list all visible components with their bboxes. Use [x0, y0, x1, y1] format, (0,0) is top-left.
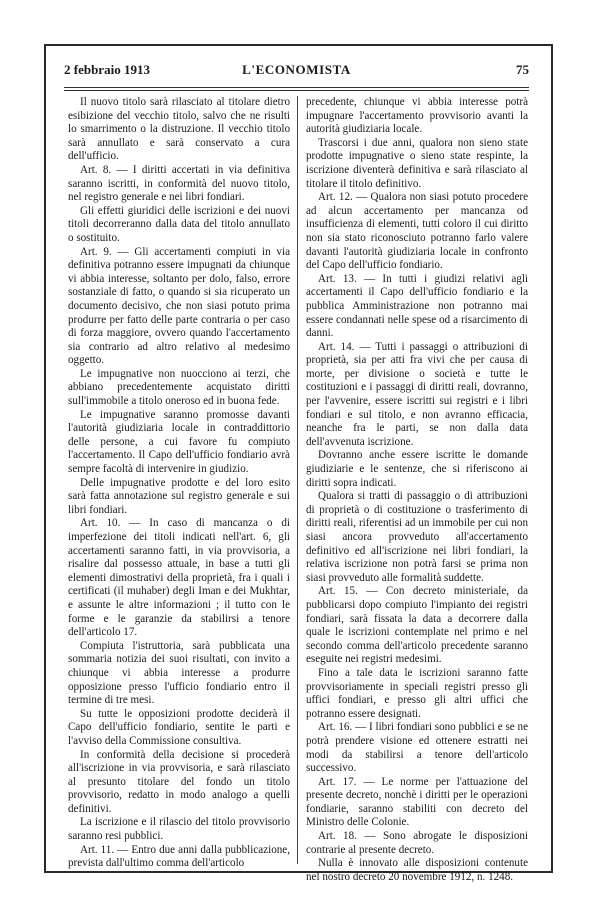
paragraph: Art. 16. — I libri fondiari sono pubblici e se ne potrà prendere visione ed ottenere estratti nei modi da stabilirsi a tenore dell'articolo successivo.	[306, 721, 528, 775]
paragraph: Compiuta l'istruttoria, sarà pubblicata una sommaria notizia dei suoi risultati, con invito a chiunque vi abbia interesse a produrre opposizione presso l'ufficio fondiario entro il termine di tre mesi.	[68, 639, 290, 707]
paragraph: Art. 18. — Sono abrogate le disposizioni contrarie al presente decreto.	[306, 830, 528, 856]
left-column	[68, 96, 290, 870]
paragraph: Gli effetti giuridici delle iscrizioni e dei nuovi titoli decorreranno dalla data del titolo annullato o sostituito.	[68, 204, 290, 244]
paragraph: Qualora si tratti di passaggio o di attribuzioni di proprietà o di costituzione o trasferimento di diritti reali, riferentisi ad un immobile per cui non siasi ancora provveduto all'accertamento definitivo ed all'iscrizione nei libri fondiari, la relativa iscrizione non potrà farsi se prima non siasi provveduto alle formalità suddette.	[306, 490, 528, 584]
right-column	[306, 96, 528, 883]
paragraph: Il nuovo titolo sarà rilasciato al titolare dietro esibizione del vecchio titolo, salvo che ne risulti lo smarrimento o la distruzione. Il vecchio titolo sarà annullato e sarà conservato a cura dell'ufficio.	[68, 96, 290, 163]
paragraph: Nulla è innovato alle disposizioni contenute nel nostro decreto 20 novembre 1912, n. 1248.	[306, 857, 528, 883]
paragraph: Su tutte le opposizioni prodotte deciderà il Capo dell'ufficio fondiario, sentite le parti e l'avviso della Commissione consultiva.	[68, 707, 290, 747]
paragraph: Trascorsi i due anni, qualora non sieno state prodotte impugnative o sieno state respinte, la iscrizione diventerà definitiva e sarà rilasciato al titolare il titolo definitivo.	[306, 136, 528, 190]
paragraph: Art. 14. — Tutti i passaggi o attribuzioni di proprietà, sia per atti fra vivi che per causa di morte, per divisione o società e tutte le costituzioni e i passaggi di diritti reali, dovranno, per l'avvenire, essere iscritti sui registri e i libri fondiari e sul titolo, e non avranno efficacia, neanche fra le parti, se non dalla data dell'avvenuta iscrizione.	[306, 340, 528, 448]
paragraph: La iscrizione e il rilascio del titolo provvisorio saranno resi pubblici.	[68, 816, 290, 843]
paragraph: precedente, chiunque vi abbia interesse potrà impugnare l'accertamento provvisorio avanti la autorità giudiziaria locale.	[306, 96, 528, 136]
paragraph: Delle impugnative prodotte e del loro esito sarà fatta annotazione sul registro generale e sui libri fondiari.	[68, 476, 290, 516]
paragraph: Le impugnative saranno promosse davanti l'autorità giudiziaria locale in contraddittorio delle persone, a cui favore fu compiuto l'accertamento. Il Capo dell'ufficio fondiario avrà sempre facoltà di intervenire in giudizio.	[68, 408, 290, 476]
header-rule-top	[64, 87, 529, 88]
page-number: 75	[516, 62, 529, 77]
page-header	[64, 62, 529, 82]
paragraph: In conformità della decisione si procederà all'iscrizione in via provvisoria, e sarà rilasciato al presunto titolare del fondo un titolo provvisorio, redatto in modo analogo a quelli definitivi.	[68, 748, 290, 815]
paragraph: Art. 9. — Gli accertamenti compiuti in via definitiva potranno essere impugnati da chiunque vi abbia interesse, soltanto per dolo, falso, errore sostanziale di fatto, o quando si sia ricuperato un documento decisivo, che non siasi potuto prima produrre per fatto delle parte contraria o per caso di forza maggiore, ovvero quando l'accertamento sia contrario ad altro relativo al medesimo oggetto.	[68, 245, 290, 367]
column-divider	[297, 96, 298, 864]
paragraph: Le impugnative non nuocciono ai terzi, che abbiano precedentemente acquistato diritti sull'immobile a titolo oneroso ed in buona fede.	[68, 367, 290, 408]
paragraph: Art. 10. — In caso di mancanza o di imperfezione dei titoli indicati nell'art. 6, gli accertamenti saranno fatti, in via provvisoria, a risalire dal possesso attuale, in base a tutti gli elementi dimostrativi della proprietà, fra i quali i certificati (il muhaber) degli Iman e dei Mukhtar, e assunte le altre informazioni ; il tutto con le forme e le garanzie da stabilirsi a tenore dell'articolo 17.	[68, 517, 290, 639]
paragraph: Art. 12. — Qualora non siasi potuto procedere ad alcun accertamento per mancanza od insufficienza di elementi, tutti coloro il cui diritto non sia stato riconosciuto potranno farlo valere davanti l'autorità giudiziaria locale in confronto del Capo dell'ufficio fondiario.	[306, 191, 528, 272]
paragraph: Art. 8. — I diritti accertati in via definitiva saranno iscritti, in conformità del nuovo titolo, nel registro generale e nei libri fondiari.	[68, 163, 290, 204]
paragraph: Art. 15. — Con decreto ministeriale, da pubblicarsi dopo compiuto l'impianto dei registri fondiari, sarà fissata la data a decorrere dalla quale le iscrizioni contemplate nel primo e nel secondo comma dell'articolo precedente saranno eseguite nei registri medesimi.	[306, 585, 528, 666]
paragraph: Dovranno anche essere iscritte le domande giudiziarie e le sentenze, che si riferiscono ai diritti sopra indicati.	[306, 449, 528, 489]
paragraph: Art. 11. — Entro due anni dalla pubblicazione, prevista dall'ultimo comma dell'articolo	[68, 843, 290, 870]
paragraph: Fino a tale data le iscrizioni saranno fatte provvisoriamente in speciali registri presso gli uffici fondiari, e presso gli altri uffici che potranno essere designati.	[306, 666, 528, 720]
header-rule-bottom	[64, 90, 529, 91]
paragraph: Art. 17. — Le norme per l'attuazione del presente decreto, nonchè i diritti per le operazioni fondiarie, saranno stabiliti con decreto del Ministro delle Colonie.	[306, 775, 528, 829]
paragraph: Art. 13. — In tutti i giudizi relativi agli accertamenti il Capo dell'ufficio fondiario e la pubblica Amministrazione non potranno mai essere condannati nelle spese od a risarcimento di danni.	[306, 272, 528, 340]
issue-date: 2 febbraio 1913	[64, 62, 150, 77]
journal-title: L'ECONOMISTA	[242, 62, 351, 77]
